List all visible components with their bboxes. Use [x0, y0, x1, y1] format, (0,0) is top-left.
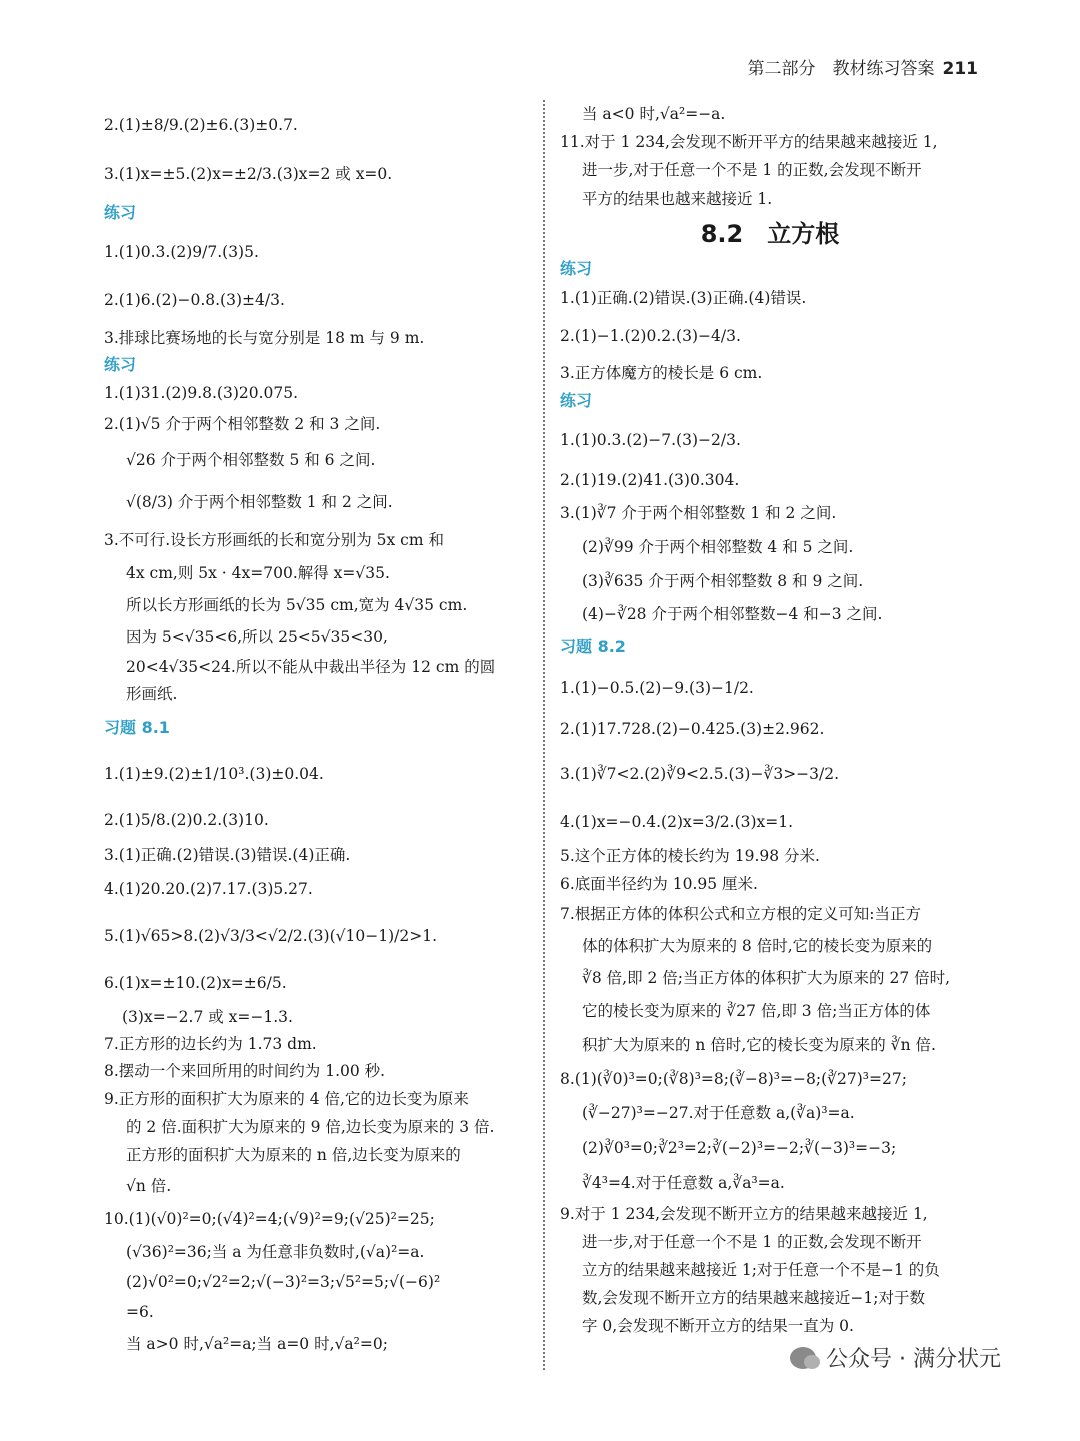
right-column — [560, 100, 980, 1340]
answer-line: 进一步,对于任意一个不是 1 的正数,会发现不断开 — [582, 161, 922, 179]
answer-line: 7.正方形的边长约为 1.73 dm. — [104, 1035, 317, 1053]
answer-line: 11.对于 1 234,会发现不断开平方的结果越来越接近 1, — [560, 133, 938, 151]
answer-line: 1.(1)0.3.(2)9/7.(3)5. — [104, 243, 259, 261]
answer-line: (3)x=−2.7 或 x=−1.3. — [122, 1008, 293, 1026]
answer-line: 3.(1)x=±5.(2)x=±2/3.(3)x=2 或 x=0. — [104, 165, 393, 183]
answer-line: √26 介于两个相邻整数 5 和 6 之间. — [126, 451, 376, 469]
answer-line: 2.(1)±8/9.(2)±6.(3)±0.7. — [104, 116, 298, 134]
running-header — [748, 54, 979, 79]
answer-line: 所以长方形画纸的长为 5√35 cm,宽为 4√35 cm. — [126, 596, 468, 614]
answer-line: 1.(1)±9.(2)±1/10³.(3)±0.04. — [104, 765, 324, 783]
answer-line: √(8/3) 介于两个相邻整数 1 和 2 之间. — [126, 493, 393, 511]
answer-line: 2.(1)−1.(2)0.2.(3)−4/3. — [560, 327, 741, 345]
answer-line: =6. — [126, 1303, 154, 1321]
answer-line: 6.底面半径约为 10.95 厘米. — [560, 875, 758, 893]
answer-line: 正方形的面积扩大为原来的 n 倍,边长变为原来的 — [126, 1146, 461, 1164]
answer-line: 立方的结果越来越接近 1;对于任意一个不是−1 的负 — [582, 1261, 940, 1279]
answer-line: 2.(1)5/8.(2)0.2.(3)10. — [104, 811, 269, 829]
answer-line: 3.正方体魔方的棱长是 6 cm. — [560, 364, 763, 382]
answer-line: (3)∛635 介于两个相邻整数 8 和 9 之间. — [582, 572, 864, 590]
answer-line: (4)−∛28 介于两个相邻整数−4 和−3 之间. — [582, 605, 883, 623]
section-title: 8.2 立方根 — [700, 220, 840, 248]
answer-line: 7.根据正方体的体积公式和立方根的定义可知:当正方 — [560, 905, 922, 923]
answer-line: 3.(1)∛7<2.(2)∛9<2.5.(3)−∛3>−3/2. — [560, 765, 840, 783]
answer-line: 9.正方形的面积扩大为原来的 4 倍,它的边长变为原来 — [104, 1090, 469, 1108]
answer-line: 1.(1)0.3.(2)−7.(3)−2/3. — [560, 431, 741, 449]
answer-line: (√36)²=36;当 a 为任意非负数时,(√a)²=a. — [126, 1243, 425, 1261]
answer-line: 因为 5<√35<6,所以 25<5√35<30, — [126, 628, 388, 646]
answer-line: ∛8 倍,即 2 倍;当正方体的体积扩大为原来的 27 倍时, — [582, 969, 951, 987]
answer-line: √n 倍. — [126, 1177, 172, 1195]
section-heading: 习题 8.2 — [560, 637, 626, 656]
answer-line: 形画纸. — [126, 685, 178, 703]
answer-line: 8.(1)(∛0)³=0;(∛8)³=8;(∛−8)³=−8;(∛27)³=27; — [560, 1070, 907, 1088]
answer-line: 3.不可行.设长方形画纸的长和宽分别为 5x cm 和 — [104, 531, 444, 549]
answer-line: ∛4³=4.对于任意数 a,∛a³=a. — [582, 1174, 785, 1192]
answer-line: 5.(1)√65>8.(2)√3/3<√2/2.(3)(√10−1)/2>1. — [104, 927, 437, 945]
answer-line: 它的棱长变为原来的 ∛27 倍,即 3 倍;当正方体的体 — [582, 1002, 931, 1020]
answer-line: 1.(1)正确.(2)错误.(3)正确.(4)错误. — [560, 289, 807, 307]
answer-line: 1.(1)31.(2)9.8.(3)20.075. — [104, 384, 299, 402]
answer-line: 2.(1)17.728.(2)−0.425.(3)±2.962. — [560, 720, 825, 738]
answer-line: 的 2 倍.面积扩大为原来的 9 倍,边长变为原来的 3 倍. — [126, 1118, 495, 1136]
answer-line: 6.(1)x=±10.(2)x=±6/5. — [104, 974, 287, 992]
watermark — [790, 1342, 1001, 1373]
page-number: 211 — [942, 59, 978, 79]
answer-line: 4.(1)x=−0.4.(2)x=3/2.(3)x=1. — [560, 813, 794, 831]
answer-line: 8.摆动一个来回所用的时间约为 1.00 秒. — [104, 1062, 386, 1080]
section-heading: 练习 — [560, 259, 593, 278]
answer-line: 当 a<0 时,√a²=−a. — [582, 105, 726, 123]
answer-line: 4x cm,则 5x · 4x=700.解得 x=√35. — [126, 564, 390, 582]
section-heading: 习题 8.1 — [104, 718, 170, 737]
answer-line: 积扩大为原来的 n 倍时,它的棱长变为原来的 ∛n 倍. — [582, 1036, 936, 1054]
answer-line: 2.(1)√5 介于两个相邻整数 2 和 3 之间. — [104, 415, 381, 433]
left-column — [104, 100, 528, 1359]
answer-line: 3.排球比赛场地的长与宽分别是 18 m 与 9 m. — [104, 329, 425, 347]
answer-line: (2)∛0³=0;∛2³=2;∛(−2)³=−2;∛(−3)³=−3; — [582, 1139, 897, 1157]
answer-line: 进一步,对于任意一个不是 1 的正数,会发现不断开 — [582, 1233, 922, 1251]
answer-line: 3.(1)正确.(2)错误.(3)错误.(4)正确. — [104, 846, 351, 864]
section-heading: 练习 — [560, 391, 593, 410]
answer-line: 20<4√35<24.所以不能从中裁出半径为 12 cm 的圆 — [126, 658, 496, 676]
answer-line: (2)√0²=0;√2²=2;√(−3)²=3;√5²=5;√(−6)² — [126, 1273, 441, 1291]
answer-line: 10.(1)(√0)²=0;(√4)²=4;(√9)²=9;(√25)²=25; — [104, 1210, 435, 1228]
answer-line: 5.这个正方体的棱长约为 19.98 分米. — [560, 847, 820, 865]
answer-line: 4.(1)20.20.(2)7.17.(3)5.27. — [104, 880, 313, 898]
header-section: 第二部分 教材练习答案 — [747, 59, 935, 79]
answer-line: 字 0,会发现不断开立方的结果一直为 0. — [582, 1317, 854, 1335]
answer-line: 1.(1)−0.5.(2)−9.(3)−1/2. — [560, 679, 754, 697]
answer-line: 3.(1)∛7 介于两个相邻整数 1 和 2 之间. — [560, 504, 837, 522]
answer-line: 平方的结果也越来越接近 1. — [582, 190, 773, 208]
answer-line: 2.(1)19.(2)41.(3)0.304. — [560, 471, 740, 489]
watermark-text: 公众号 · 满分状元 — [826, 1347, 1001, 1372]
section-heading: 练习 — [104, 355, 137, 374]
column-divider — [543, 100, 545, 1370]
wechat-icon — [790, 1347, 816, 1369]
answer-line: 2.(1)6.(2)−0.8.(3)±4/3. — [104, 291, 285, 309]
answer-line: (∛−27)³=−27.对于任意数 a,(∛a)³=a. — [582, 1104, 855, 1122]
answer-line: 9.对于 1 234,会发现不断开立方的结果越来越接近 1, — [560, 1205, 928, 1223]
section-heading: 练习 — [104, 203, 137, 222]
answer-line: 体的体积扩大为原来的 8 倍时,它的棱长变为原来的 — [582, 937, 933, 955]
answer-line: 当 a>0 时,√a²=a;当 a=0 时,√a²=0; — [126, 1335, 388, 1353]
answer-line: 数,会发现不断开立方的结果越来越接近−1;对于数 — [582, 1289, 925, 1307]
answer-line: (2)∛99 介于两个相邻整数 4 和 5 之间. — [582, 538, 854, 556]
